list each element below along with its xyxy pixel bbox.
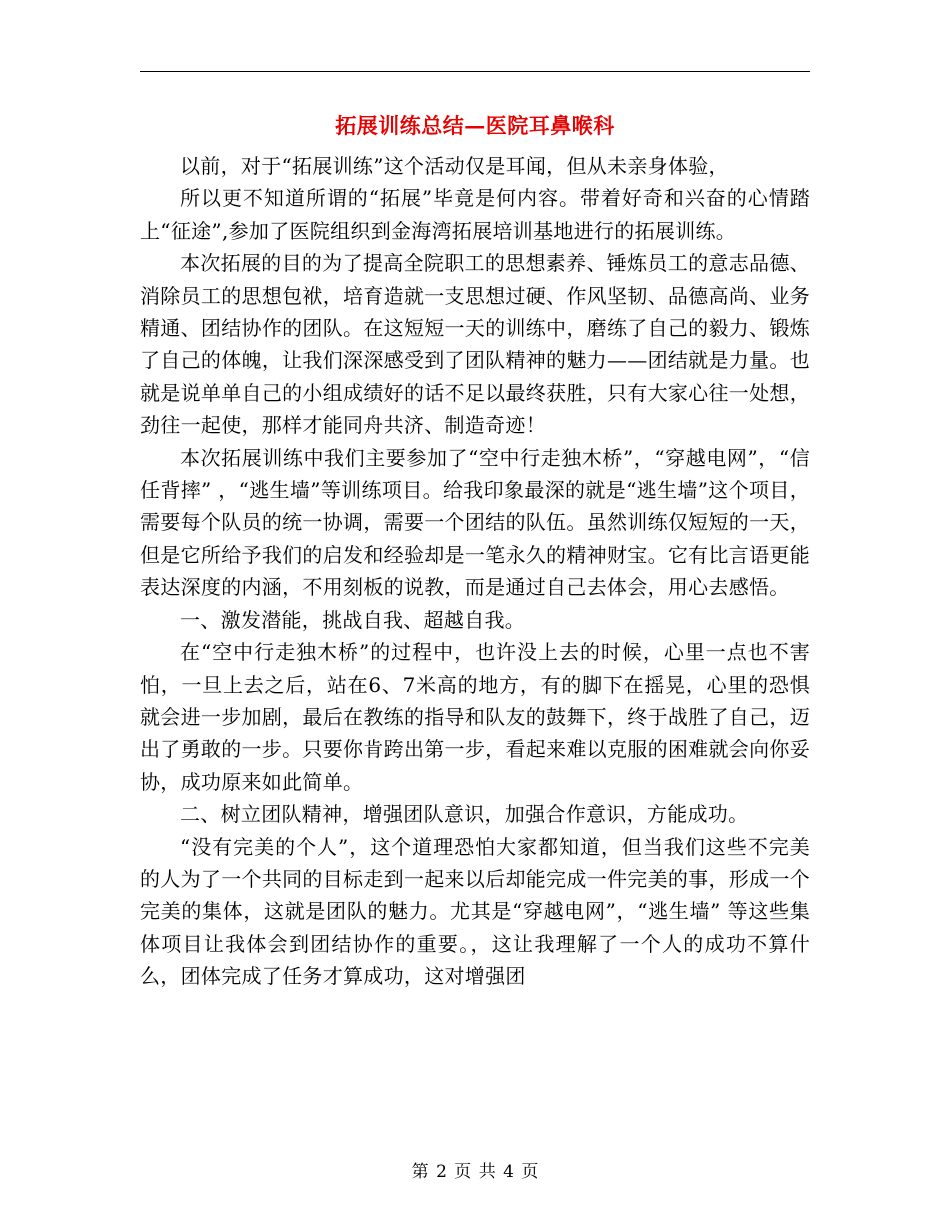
- paragraph-purpose: 本次拓展的目的为了提高全院职工的思想素养、锤炼员工的意志品德、消除员工的思想包袱，培育造就一支思想过硬、作风坚韧、品德高尚、业务精通、团结协作的团队。在这短短一天的训练中，磨练了自己的毅力、锻炼了自己的体魄，让我们深深感受到了团队精神的魅力——团结就是力量。也就是说单单自己的小组成绩好的话不足以最终获胜，只有大家心往一处想，劲往一起使，那样才能同舟共济、制造奇迹！: [140, 251, 810, 438]
- section-heading-one: 一、激发潜能，挑战自我、超越自我。: [180, 607, 526, 632]
- section-heading-two: 二、树立团队精神，增强团队意识，加强合作意识，方能成功。: [180, 802, 749, 827]
- document-title: 拓展训练总结—医院耳鼻喉科: [335, 113, 615, 138]
- header-rule: [140, 71, 810, 72]
- document-body: [140, 150, 810, 993]
- paragraph-projects: 本次拓展训练中我们主要参加了“空中行走独木桥”，“穿越电网”，“信任背摔” ，“逃生墙”等训练项目。给我印象最深的就是“逃生墙”这个项目，需要每个队员的统一协调，需要一个团结的队伍。虽然训练仅短短的一天，但是它所给予我们的启发和经验却是一笔永久的精神财宝。它有比言语更能表达深度的内涵，不用刻板的说教，而是通过自己去体会，用心去感悟。: [140, 445, 810, 600]
- paragraph-intro-line: 以前，对于“拓展训练”这个活动仅是耳闻，但从未亲身体验，: [180, 154, 729, 178]
- paragraph-teamwork: “没有完美的个人”，这个道理恐怕大家都知道，但当我们这些不完美的人为了一个共同的目标走到一起来以后却能完成一件完美的事，形成一个完美的集体，这就是团队的魅力。尤其是“穿越电网”，“逃生墙” 等这些集体项目让我体会到团结协作的重要。，这让我理解了一个人的成功不算什么，团体完成了任务才算成功，这对增强团: [140, 834, 810, 989]
- paragraph-intro-continued: 所以更不知道所谓的“拓展”毕竟是何内容。带着好奇和兴奋的心情踏上“征途”,参加了医院组织到金海湾拓展培训基地进行的拓展训练。: [140, 186, 810, 243]
- paragraph-bridge: 在“空中行走独木桥”的过程中，也许没上去的时候，心里一点也不害怕，一旦上去之后，站在6、7米高的地方，有的脚下在摇晃，心里的恐惧就会进一步加剧，最后在教练的指导和队友的鼓舞下，终于战胜了自己，迈出了勇敢的一步。只要你肯跨出第一步，看起来难以克服的困难就会向你妥协，成功原来如此简单。: [140, 640, 810, 794]
- page-number-footer: 第 2 页 共 4 页: [411, 1162, 539, 1182]
